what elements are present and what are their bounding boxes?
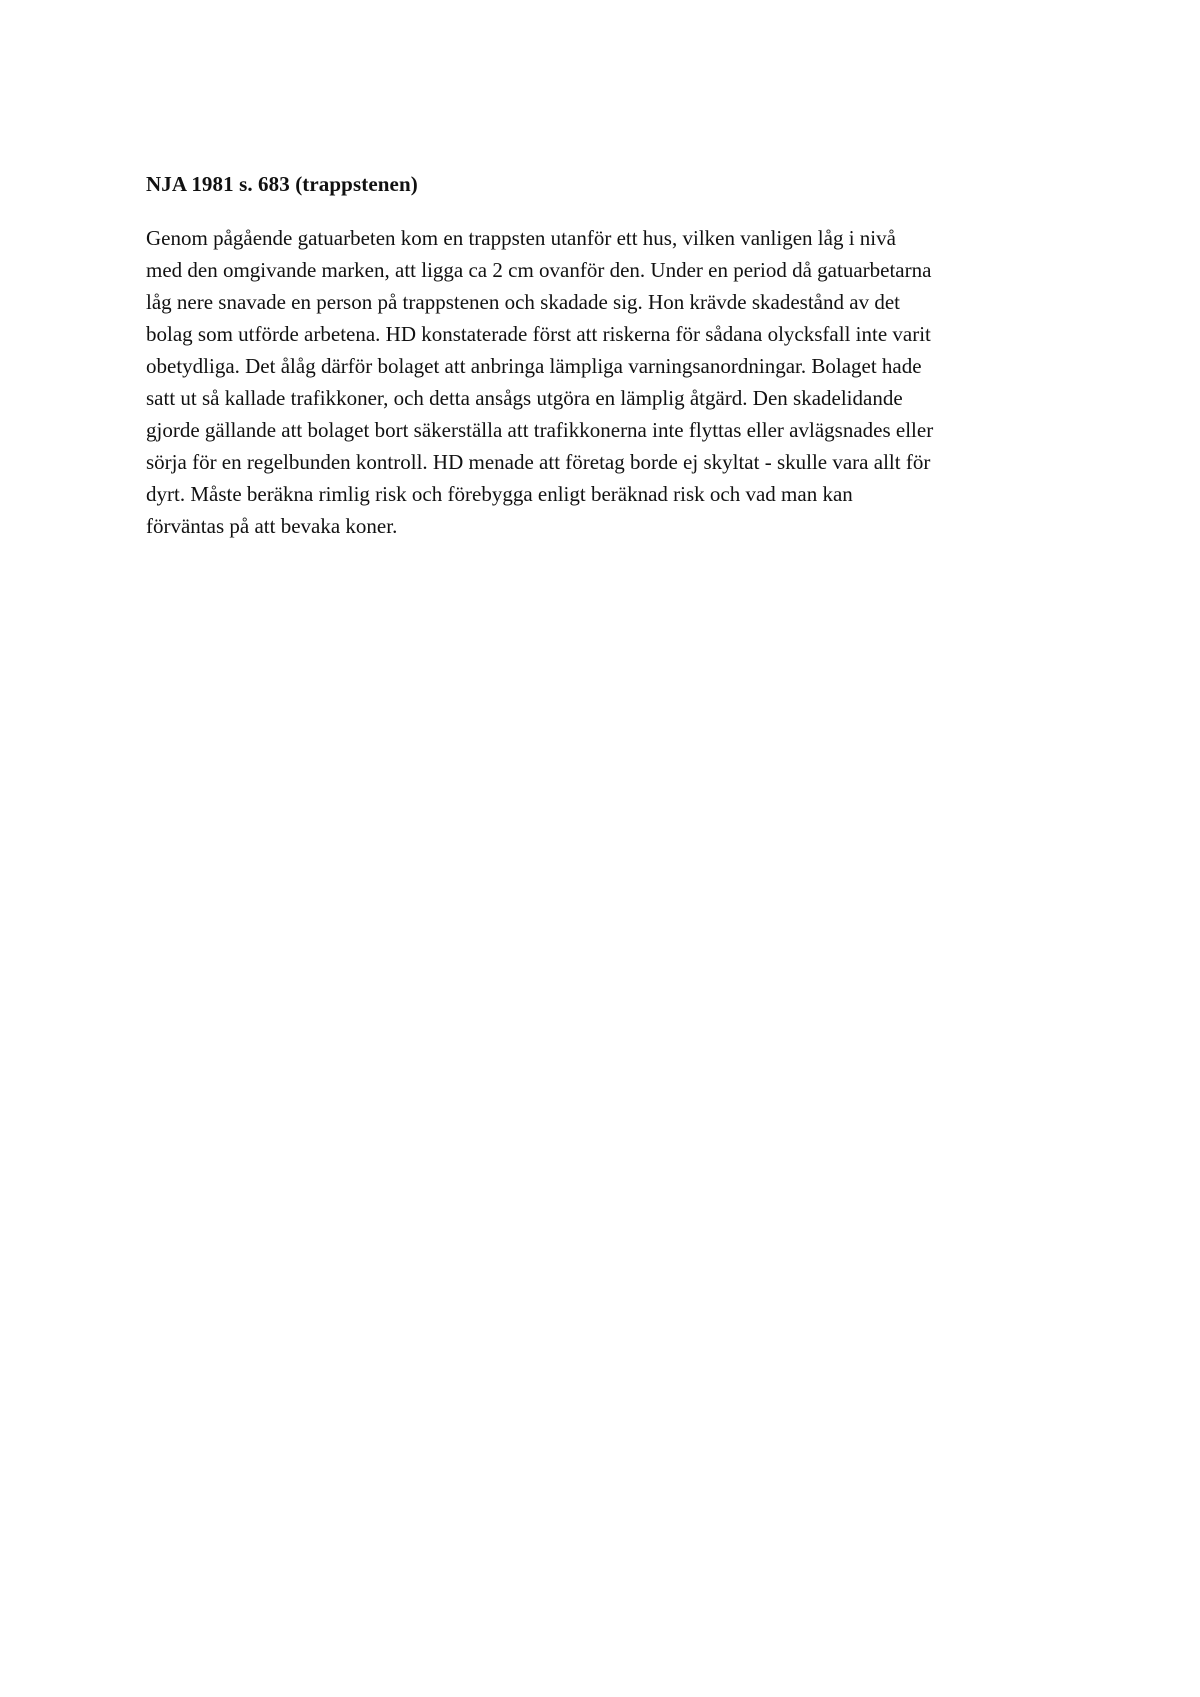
paragraph-line: satt ut så kallade trafikkoner, och detta ansågs utgöra en lämplig åtgärd. Den skadelidande [146, 386, 903, 410]
paragraph-line: dyrt. Måste beräkna rimlig risk och förebygga enligt beräknad risk och vad man kan [146, 482, 853, 506]
paragraph-line: obetydliga. Det ålåg därför bolaget att anbringa lämpliga varningsanordningar. Bolaget hade [146, 354, 922, 378]
paragraph-line: bolag som utförde arbetena. HD konstaterade först att riskerna för sådana olycksfall inte varit [146, 322, 931, 346]
paragraph-line: förväntas på att bevaka koner. [146, 514, 398, 538]
case-summary-paragraph [146, 222, 1076, 542]
paragraph-line: med den omgivande marken, att ligga ca 2 cm ovanför den. Under en period då gatuarbetarna [146, 258, 932, 282]
paragraph-line: sörja för en regelbunden kontroll. HD menade att företag borde ej skyltat - skulle vara allt för [146, 450, 931, 474]
document-content [146, 168, 1076, 542]
paragraph-line: gjorde gällande att bolaget bort säkerställa att trafikkonerna inte flyttas eller avlägsnades eller [146, 418, 934, 442]
case-heading: NJA 1981 s. 683 (trappstenen) [146, 172, 418, 196]
paragraph-line: låg nere snavade en person på trappstenen och skadade sig. Hon krävde skadestånd av det [146, 290, 900, 314]
paragraph-line: Genom pågående gatuarbeten kom en trappsten utanför ett hus, vilken vanligen låg i nivå [146, 226, 896, 250]
